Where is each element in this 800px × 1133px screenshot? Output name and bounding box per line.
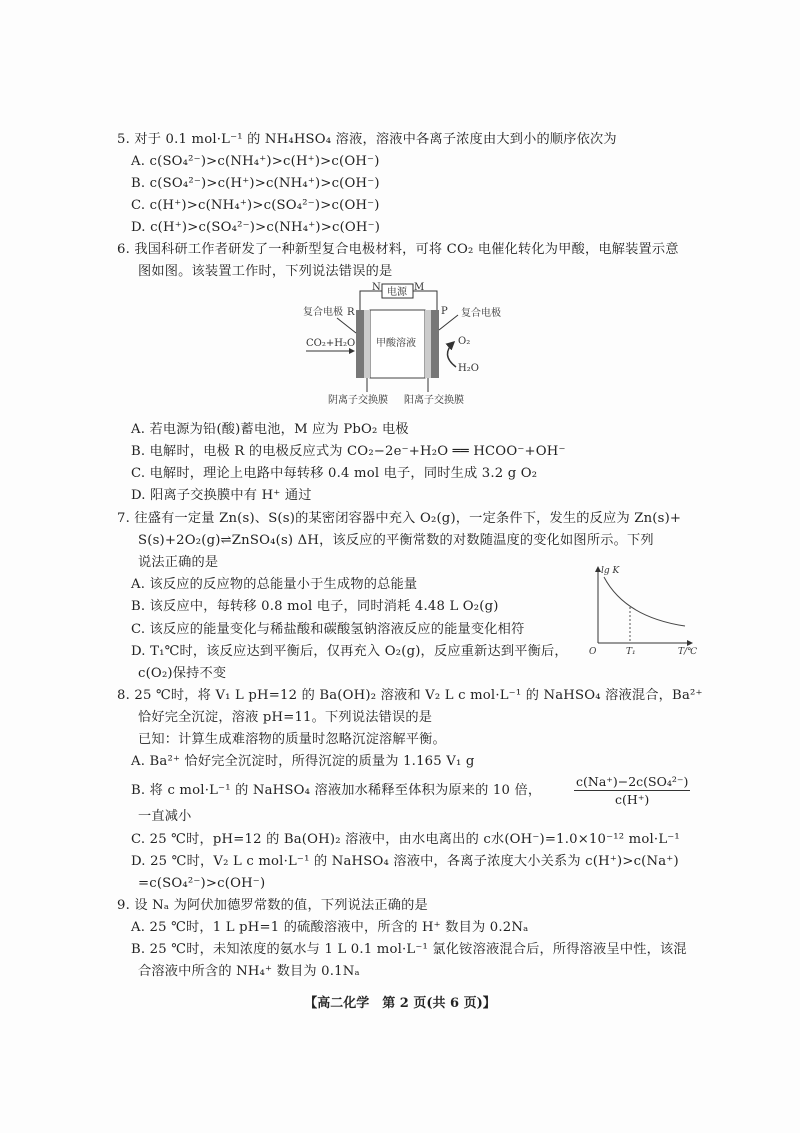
q8-option-b-cont: 一直减小: [138, 809, 192, 824]
anion-membrane-label: 阴离子交换膜: [328, 395, 388, 406]
m-label: M: [414, 282, 425, 293]
t1-tick-label: T₁: [626, 647, 636, 657]
question-6-stem-cont: 图如图。该装置工作时，下列说法错误的是: [138, 264, 393, 279]
q8-option-d-cont: =c(SO₄²⁻)>c(OH⁻): [138, 876, 266, 891]
fraction-denominator: c(H⁺): [615, 792, 650, 807]
q9-option-b-cont: 合溶液中所含的 NH₄⁺ 数目为 0.1Nₐ: [138, 964, 360, 979]
question-7-stem: 7. 往盛有一定量 Zn(s)、S(s)的某密闭容器中充入 O₂(g)，一定条件下，发生的反应为 Zn(s)+: [117, 511, 682, 526]
question-6-stem: 6. 我国科研工作者研发了一种新型复合电极材料，可将 CO₂ 电催化转化为甲酸，电解装置示意: [117, 242, 679, 257]
q9-option-b: B. 25 ℃时，未知浓度的氨水与 1 L 0.1 mol·L⁻¹ 氯化铵溶液混合后，所得溶液呈中性，该混: [131, 942, 687, 957]
question-8-stem: 8. 25 ℃时，将 V₁ L pH=12 的 Ba(OH)₂ 溶液和 V₂ L c mol·L⁻¹ 的 NaHSO₄ 溶液混合，Ba²⁺: [117, 688, 703, 703]
q8-option-d: D. 25 ℃时，V₂ L c mol·L⁻¹ 的 NaHSO₄ 溶液中，各离子浓度大小关系为 c(H⁺)>c(Na⁺): [131, 854, 679, 869]
q7-option-d: D. T₁℃时，该反应达到平衡后，仅再充入 O₂(g)，反应重新达到平衡后，: [131, 644, 568, 659]
q5-option-d: D. c(H⁺)>c(SO₄²⁻)>c(NH₄⁺)>c(OH⁻): [131, 220, 381, 235]
q5-option-b: B. c(SO₄²⁻)>c(H⁺)>c(NH₄⁺)>c(OH⁻): [131, 176, 380, 191]
solution-label: 甲酸溶液: [376, 338, 416, 349]
lgk-temperature-graph: [580, 555, 700, 660]
r-label: R: [347, 307, 355, 318]
y-axis-label: lg K: [601, 566, 620, 576]
page-footer: 【高二化学 第 2 页(共 6 页)】: [304, 996, 496, 1011]
question-8-note: 已知：计算生成难溶物的质量时忽略沉淀溶解平衡。: [138, 732, 446, 747]
q5-option-a: A. c(SO₄²⁻)>c(NH₄⁺)>c(H⁺)>c(OH⁻): [131, 154, 380, 169]
q7-option-a: A. 该反应的反应物的总能量小于生成物的总能量: [131, 577, 418, 592]
curved-arrow-icon: [447, 342, 456, 367]
q6-option-c: C. 电解时，理论上电路中每转移 0.4 mol 电子，同时生成 3.2 g O₂: [131, 466, 538, 481]
q8-option-a: A. Ba²⁺ 恰好完全沉淀时，所得沉淀的质量为 1.165 V₁ g: [131, 754, 475, 769]
q7-option-d-cont: c(O₂)保持不变: [138, 666, 227, 681]
question-7-stem-cont: S(s)+2O₂(g)⇌ZnSO₄(s) ΔH，该反应的平衡常数的对数随温度的变化如图所示。下列: [138, 533, 654, 548]
wire-right: [413, 291, 437, 310]
question-8-stem-cont: 恰好完全沉淀，溶液 pH=11。下列说法错误的是: [138, 710, 433, 725]
lgk-curve: [604, 577, 685, 626]
o2-label: O₂: [458, 336, 471, 347]
right-electrode-label: 复合电极: [461, 308, 501, 319]
question-9-stem: 9. 设 Nₐ 为阿伏加德罗常数的值，下列说法正确的是: [117, 898, 428, 913]
q9-option-a: A. 25 ℃时，1 L pH=1 的硫酸溶液中，所含的 H⁺ 数目为 0.2Nₐ: [131, 920, 529, 935]
anion-membrane: [364, 310, 370, 378]
input-label: CO₂+H₂O: [306, 338, 356, 349]
left-electrode-label: 复合电极: [303, 307, 343, 318]
x-axis-label: T/℃: [678, 647, 698, 657]
fraction-numerator: c(Na⁺)−2c(SO₄²⁻): [576, 774, 689, 789]
q7-option-c: C. 该反应的能量变化与稀盐酸和碳酸氢钠溶液反应的能量变化相符: [131, 622, 525, 637]
h2o-label: H₂O: [458, 363, 479, 374]
power-label: 电源: [387, 287, 407, 298]
q8-option-c: C. 25 ℃时，pH=12 的 Ba(OH)₂ 溶液中，由水电离出的 c水(OH⁻)=1.0×10⁻¹² mol·L⁻¹: [131, 832, 680, 847]
q6-option-a: A. 若电源为铅(酸)蓄电池，M 应为 PbO₂ 电极: [131, 422, 409, 437]
question-7-stem-cont2: 说法正确的是: [138, 555, 219, 570]
q6-option-b: B. 电解时，电极 R 的电极反应式为 CO₂−2e⁻+H₂O ══ HCOO⁻+OH⁻: [131, 444, 566, 459]
q7-option-b: B. 该反应中，每转移 0.8 mol 电子，同时消耗 4.48 L O₂(g): [131, 599, 499, 614]
electrolysis-diagram: [0, 0, 800, 420]
q5-option-c: C. c(H⁺)>c(NH₄⁺)>c(SO₄²⁻)>c(OH⁻): [131, 198, 380, 213]
cation-membrane-label: 阳离子交换膜: [404, 395, 464, 406]
electrode-r: [356, 310, 364, 378]
cation-membrane: [425, 310, 431, 378]
n-label: N: [372, 282, 381, 293]
electrode-p: [431, 310, 439, 378]
origin-label: O: [589, 647, 597, 657]
q8-option-b-fraction: [574, 774, 690, 807]
q8-option-b: B. 将 c mol·L⁻¹ 的 NaHSO₄ 溶液加水稀释至体积为原来的 10 倍，: [131, 783, 542, 798]
question-5-stem: 5. 对于 0.1 mol·L⁻¹ 的 NH₄HSO₄ 溶液，溶液中各离子浓度由大到小的顺序依次为: [117, 132, 617, 147]
wire-left: [360, 291, 382, 310]
p-label: P: [441, 306, 448, 317]
q6-option-d: D. 阳离子交换膜中有 H⁺ 通过: [131, 488, 312, 503]
